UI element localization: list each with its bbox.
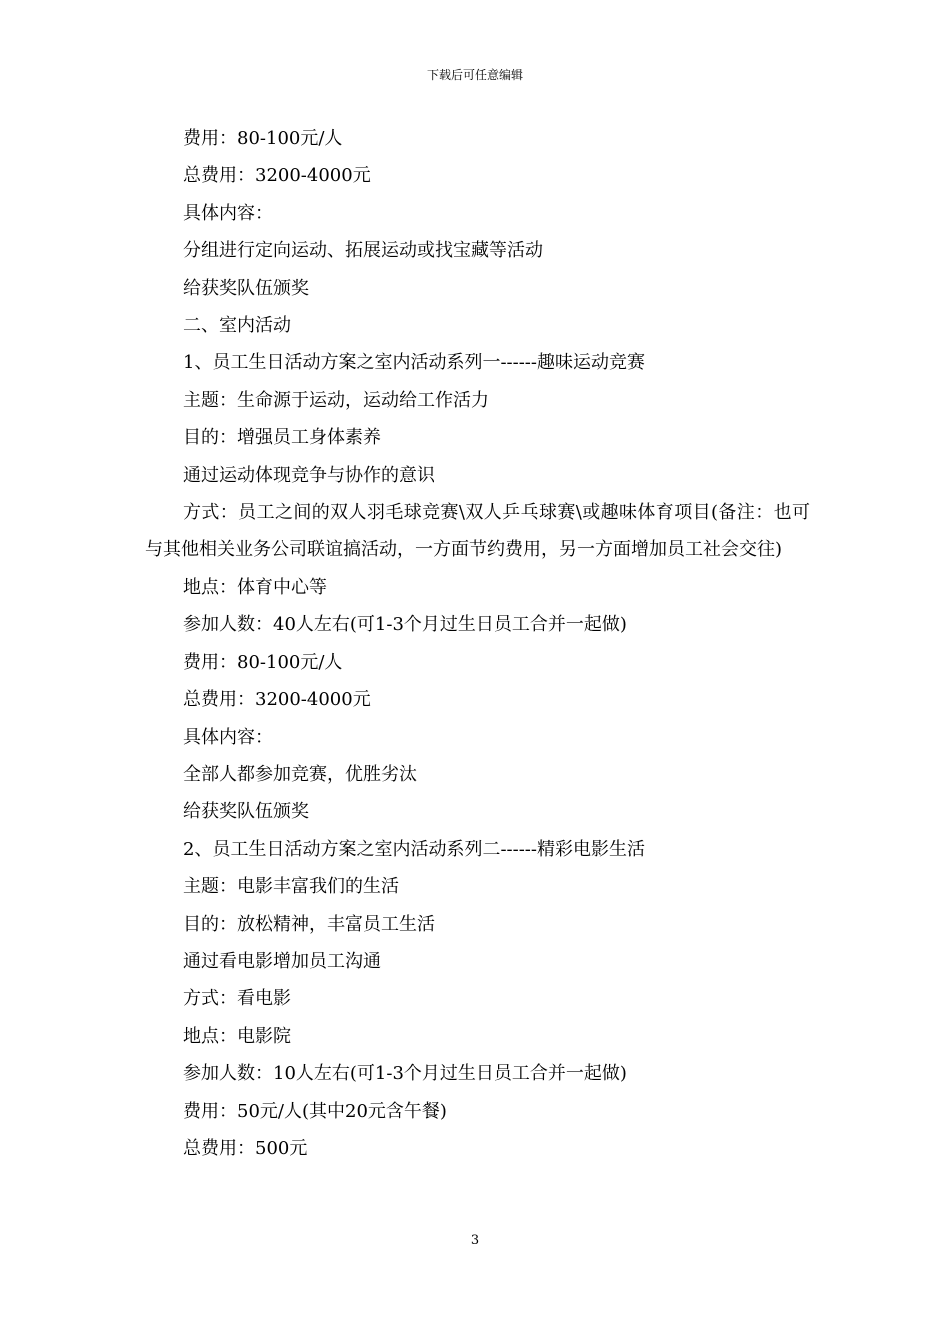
goal-line: 目的：增强员工身体素养 — [183, 427, 381, 449]
details-line: 分组进行定向运动、拓展运动或找宝藏等活动 — [183, 240, 543, 262]
page-header: 下载后可任意编辑 — [426, 68, 523, 82]
goal-detail-line: 通过运动体现竞争与协作的意识 — [183, 464, 435, 486]
award-line: 给获奖队伍颁奖 — [183, 801, 309, 823]
fee-line: 费用：80-100元/人 — [183, 651, 343, 673]
theme-line: 主题：电影丰富我们的生活 — [183, 876, 399, 898]
method-paragraph: 方式：员工之间的双人羽毛球竞赛\双人乒乓球赛\或趣味体育项目(备注：也可与其他相关业务公司联谊搞活动，一方面节约费用，另一方面增加员工社会交往) — [145, 502, 810, 561]
details-heading: 具体内容： — [183, 202, 273, 224]
participants-line: 参加人数：10人左右(可1-3个月过生日员工合并一起做) — [183, 1063, 627, 1085]
page-number: 3 — [470, 1233, 480, 1248]
section-heading-indoor: 二、室内活动 — [183, 315, 291, 337]
total-fee-line: 总费用：3200-4000元 — [183, 689, 371, 711]
details-heading: 具体内容： — [183, 726, 273, 748]
participants-line: 参加人数：40人左右(可1-3个月过生日员工合并一起做) — [183, 614, 627, 636]
award-line: 给获奖队伍颁奖 — [183, 277, 309, 299]
location-line: 地点：体育中心等 — [183, 576, 327, 598]
total-fee-line: 总费用：500元 — [183, 1137, 308, 1159]
subsection-heading-movie: 2、员工生日活动方案之室内活动系列二------精彩电影生活 — [183, 838, 645, 860]
method-line: 方式：看电影 — [183, 988, 291, 1010]
theme-line: 主题：生命源于运动，运动给工作活力 — [183, 389, 489, 411]
fee-line: 费用：50元/人(其中20元含午餐) — [183, 1100, 447, 1122]
location-line: 地点：电影院 — [183, 1025, 291, 1047]
details-line: 全部人都参加竞赛，优胜劣汰 — [183, 763, 417, 785]
fee-line: 费用：80-100元/人 — [183, 128, 343, 149]
document-body — [145, 120, 810, 1167]
goal-line: 目的：放松精神，丰富员工生活 — [183, 913, 435, 935]
goal-detail-line: 通过看电影增加员工沟通 — [183, 950, 381, 972]
subsection-heading-sports: 1、员工生日活动方案之室内活动系列一------趣味运动竞赛 — [183, 352, 645, 374]
total-fee-line: 总费用：3200-4000元 — [183, 165, 371, 187]
